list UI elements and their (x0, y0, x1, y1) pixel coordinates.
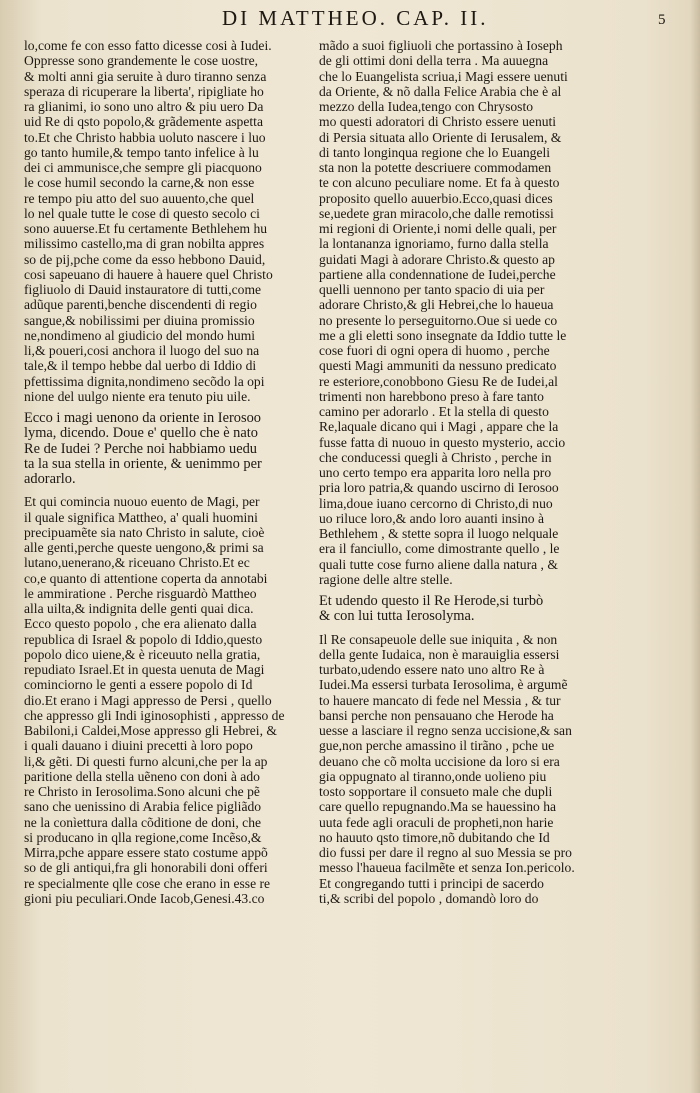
text-line: pria loro patria,& quando uscirno di Ierosoo (319, 480, 559, 496)
text-line: adũque parenti,benche discendenti di regio (24, 297, 257, 313)
left-column (24, 38, 312, 906)
paragraph-gap (24, 487, 312, 494)
text-line: proposito quello auuerbio.Ecco,quasi dices (319, 190, 553, 206)
text-line: messo l'haueua facilmẽte et senza Ion.pericolo. (319, 860, 575, 876)
text-line: si producano in qlla regione,come Incẽso,& (24, 829, 262, 845)
text-line: che conducessi quegli à Christo , perche in (319, 449, 552, 465)
paragraph-gap (319, 625, 607, 632)
text-line: di tanto longinqua regione che lo Euangeli (319, 144, 551, 160)
text-line: sangue,& nobilissimi per diuina promissio (24, 312, 255, 328)
running-head: DI MATTHEO. CAP. II. (222, 6, 489, 30)
text-line: mi regioni di Oriente,i nomi delle quali, per (319, 221, 557, 236)
text-line: re tempo piu atto del suo auuento,che quel (24, 190, 255, 206)
text-line: tale,& il tempo hebbe dal uerbo di Iddio di (24, 358, 257, 374)
text-line: re specialmente qlle cose che erano in esse re (24, 875, 271, 891)
text-line: care quello repugnando.Ma se hauessino ha (319, 799, 557, 815)
text-line: Ecco i magi uenono da oriente in Ierosoo (24, 411, 261, 426)
text-line: cose fuori di ogni opera di huomo , perche (319, 343, 550, 358)
text-line: bansi perche non pensauano che Herode ha (319, 707, 554, 723)
text-line: Re,laquale dicano qui i Magi , appare che la (319, 419, 559, 435)
text-line: lo nel quale tutte le cose di questo secolo ci (24, 205, 260, 221)
text-line: mo questi adoratori di Christo essere uenuti (319, 114, 557, 130)
text-line: che appresso gli Indi iginosophisti , appresso de (24, 707, 285, 723)
text-line: Mirra,pche appare essere stato costume appõ (24, 845, 268, 860)
text-line: no hauuto qsto timore,nõ dubitando che Id (319, 829, 550, 845)
text-line: no presente lo perseguitorno.Oue si uede co (319, 312, 558, 328)
commentary-paragraph (319, 38, 607, 587)
text-line: ti,& scribi del popolo , domandò loro do (319, 890, 539, 906)
scripture-verse (24, 411, 312, 487)
text-line: le cose humil secondo la carne,& non esse (24, 175, 255, 191)
text-line: to hauere mancato di fede nel Messia , & tur (319, 692, 561, 708)
text-line: cominciorno le genti a essere popolo di Id (24, 677, 253, 693)
text-line: alle genti,perche queste uengono,& primi sa (24, 540, 264, 555)
text-line: dio fussi per dare il regno al suo Messia se pro (319, 845, 572, 860)
text-line: le ammiratione . Perche risguardò Mattheo (24, 585, 257, 601)
text-line: ne,nondimeno al giudicio del mondo humi (24, 327, 256, 343)
text-line: lutano,uenerano,& riceuano Christo.Et ec (24, 555, 250, 571)
text-line: Il Re consapeuole delle sue iniquita , & non (319, 631, 558, 647)
text-line: sano che uenissino di Arabia felice pigliãdo (24, 799, 262, 815)
text-line: uuta fede agli oraculi de propheti,non harie (319, 814, 554, 830)
scripture-verse (319, 594, 607, 625)
text-line: sta non la potette descriuere commodamen (319, 160, 552, 175)
text-line: dio.Et erano i Magi appresso de Persi , quello (24, 692, 272, 708)
text-line: gia oppugnato al tiranno,onde uolieno piu (319, 768, 547, 784)
text-line: pfettissima dignita,nondimeno secõdo la opi (24, 373, 265, 389)
text-line: Bethlehem , & stette sopra il luogo nelquale (319, 526, 559, 541)
text-line: adorare Christo,& gli Hebrei,che lo haueua (319, 297, 554, 313)
commentary-paragraph (24, 38, 312, 404)
text-line: adorarlo. (24, 472, 76, 487)
text-line: uno certo tempo era apparita loro nella pro (319, 465, 552, 480)
text-line: se,uedete gran miracolo,che dalle remotissi (319, 205, 554, 221)
text-line: uesse a lasciare il regno senza uccisione,& san (319, 723, 572, 738)
text-line: Et congregando tutti i principi de sacerdo (319, 875, 544, 891)
page-header (0, 4, 700, 38)
text-line: ta la sua stella in oriente, & uenimmo per (24, 456, 262, 472)
text-line: Ecco questo popolo , che era alienato dalla (24, 616, 257, 632)
text-line: li,& poueri,cosi anchora il luogo del suo na (24, 343, 260, 358)
text-line: la lontananza ignoriamo, furno dalla stella (319, 236, 549, 252)
text-line: partiene alla condennatione de Iudei,perche (319, 266, 556, 282)
text-line: trimenti non harebbono preso à fare tanto (319, 388, 544, 404)
text-line: & molti anni gia seruite à duro tiranno senza (24, 68, 267, 84)
text-line: mezzo della Iudea,tengo con Chrysosto (319, 99, 534, 114)
text-line: lyma, dicendo. Doue e' quello che è nato (24, 426, 258, 442)
text-line: gioni piu peculiari.Onde Iacob,Genesi.43.co (24, 890, 265, 906)
paragraph-gap (24, 404, 312, 411)
text-line: paritione della stella uẽneno con doni à ado (24, 768, 260, 784)
text-line: so de pij,pche come da esso hebbono Dauid, (24, 251, 266, 267)
text-line: camino per adorarlo . Et la stella di questo (319, 404, 549, 419)
paragraph-gap (319, 587, 607, 594)
text-line: so de gli antiqui,fra gli honorabili doni offeri (24, 860, 268, 876)
text-line: ne la conìettura dalla cõditione de doni, che (24, 814, 262, 830)
text-line: te con alcuno peculiare nome. Et fa à questo (319, 175, 560, 191)
text-line: republica di Israel & popolo di Iddio,questo (24, 631, 263, 647)
commentary-paragraph (24, 494, 312, 906)
text-line: cosi sapeuano di hauere à hauere quel Christo (24, 266, 273, 282)
text-line: uid Re di qsto popolo,& grãdemente aspetta (24, 114, 263, 130)
text-line: Oppresse sono grandemente le cose uostre, (24, 53, 259, 69)
text-line: re esteriore,conobbono Giesu Re de Iudei,al (319, 373, 558, 389)
text-line: ra glianimi, io sono uno altro & piu uero Da (24, 99, 264, 114)
text-line: re Christo in Ierosolima.Sono alcuni che pẽ (24, 784, 260, 799)
text-line: li,& gẽti. Di questi furno alcuni,che per la ap (24, 753, 268, 769)
text-line: figliuolo di Dauid instauratore di tutti,come (24, 282, 262, 297)
text-line: Et udendo questo il Re Herode,si turbò (319, 594, 544, 609)
text-line: il quale significa Mattheo, a' quali huomini (24, 509, 258, 525)
text-line: quali tutte cose furno aliene dalla natura , & (319, 556, 558, 572)
text-line: precipuamẽte sia nato Christo in salute, cioè (24, 524, 265, 540)
text-line: ragione delle altre stelle. (319, 571, 453, 587)
text-line: de gli ottimi doni della terra . Ma auuegna (319, 53, 549, 69)
text-line: Iudei.Ma essersi turbata Ierosolima, è argumẽ (319, 677, 568, 693)
text-line: speraza di ricuperare la liberta', ripigliate ho (24, 83, 264, 99)
text-line: Babiloni,i Caldei,Mose appresso gli Hebrei, & (24, 723, 277, 738)
text-line: di Persia situata allo Oriente di Ierusalem, & (319, 129, 562, 145)
text-line: deuano che cõ molta uccisione da loro si era (319, 753, 560, 769)
text-line: milissimo castello,ma di gran nobilta appres (24, 236, 265, 252)
text-line: alla uilta,& indignita delle genti quai dica. (24, 601, 254, 616)
text-line: mãdo a suoi figliuoli che portassino à Ioseph (319, 38, 563, 53)
text-line: me a gli eletti sono insegnate da Iddio tutte le (319, 327, 567, 343)
text-line: turbato,udendo essere nato uno altro Re à (319, 662, 545, 677)
text-line: che lo Euangelista scriua,i Magi essere uenuti (319, 68, 568, 84)
commentary-paragraph (319, 632, 607, 907)
text-line: sono auuerse.Et fu certamente Bethlehem hu (24, 221, 268, 236)
text-line: nione del uulgo niente era tenuto piu uile. (24, 388, 251, 404)
text-line: to.Et che Christo habbia uoluto nascere i luo (24, 129, 266, 145)
text-line: questi Magi ammuniti da nessuno predicato (319, 358, 557, 374)
text-line: i quali dauano i diuini precetti à loro popo (24, 738, 253, 754)
text-line: dei ci ammunisce,che sempre gli piacquono (24, 160, 262, 175)
text-line: popolo dico uiene,& è riceuuto nella gratia, (24, 646, 261, 662)
text-line: gue,non perche amassino il tirãno , pche ue (319, 738, 555, 754)
text-line: era il fanciullo, come dimostrante quello , le (319, 541, 560, 557)
text-line: repudiato Israel.Et in questa uenuta de Magi (24, 662, 265, 677)
text-line: da Oriente, & nõ dalla Felice Arabia che è al (319, 83, 562, 99)
right-column (319, 38, 607, 906)
text-line: uo riluce loro,& ando loro auanti insino à (319, 510, 545, 526)
page-edge-shadow (690, 0, 700, 1093)
text-line: quelli uennono per tanto spacio di uia per (319, 282, 545, 297)
text-line: guidati Magi à adorare Christo.& questo ap (319, 251, 555, 267)
text-line: Re de Iudei ? Perche noi habbiamo uedu (24, 441, 257, 457)
text-line: lima,doue iuano cercorno di Christo,di nuo (319, 495, 553, 511)
text-line: & con lui tutta Ierosolyma. (319, 609, 475, 625)
text-line: della gente Iudaica, non è marauiglia essersi (319, 646, 560, 662)
folio-number: 5 (658, 12, 666, 28)
text-line: go tanto humile,& tempo tanto infelice à lu (24, 144, 259, 160)
text-line: tosto sopportare il consueto male che dupli (319, 784, 553, 799)
text-line: co,e quanto di attentione coperta da annotabi (24, 570, 268, 586)
text-line: Et qui comincia nuouo euento de Magi, per (24, 494, 260, 510)
text-line: lo,come fe con esso fatto dicesse cosi à Iudei. (24, 38, 272, 53)
text-line: fusse fatta di nuouo in questo mysterio, accio (319, 434, 566, 450)
